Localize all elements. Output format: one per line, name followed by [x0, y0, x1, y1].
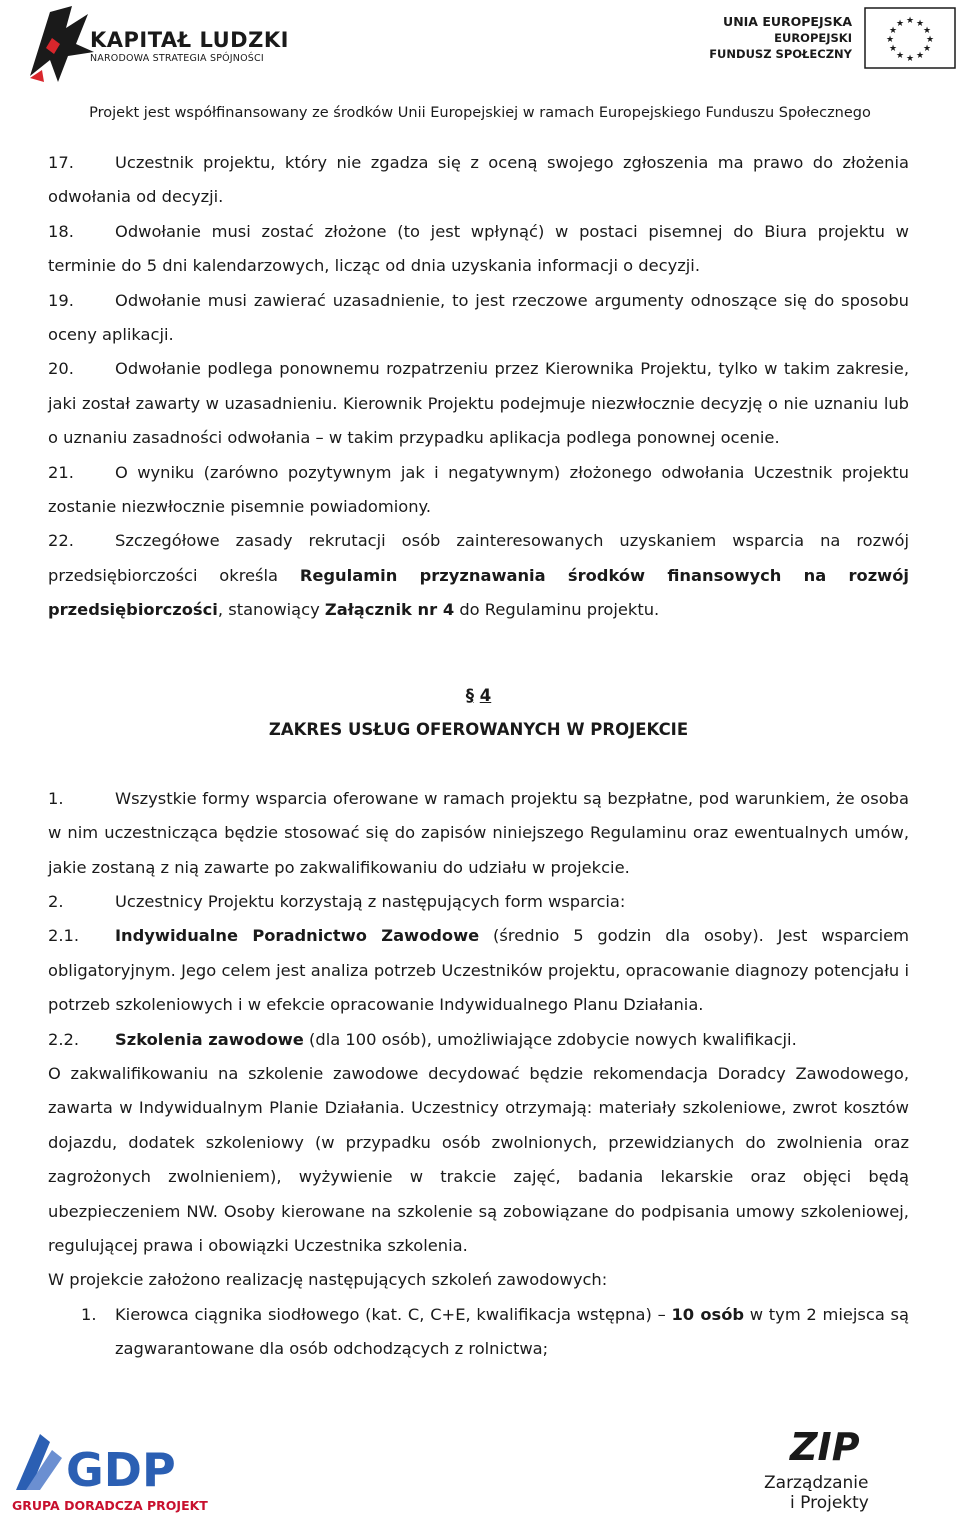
section-paragraph-2-2: [48, 1023, 909, 1057]
svg-text:★: ★: [885, 35, 895, 45]
gdp-logo: [10, 1424, 220, 1514]
regulation-reference: Regulamin przyznawania środków finansowych na rozwój przedsiębiorczości: [48, 565, 909, 620]
training-list-item: [48, 1298, 909, 1367]
paragraph-number: 21.: [48, 462, 74, 482]
section-paragraph-2: [48, 885, 909, 919]
paragraph-number: 20.: [48, 359, 74, 379]
svg-text:★: ★: [888, 26, 898, 36]
section-sign: §: [465, 685, 474, 705]
paragraph-text: Szczegółowe zasady rekrutacji osób zainteresowanych uzyskaniem wsparcia na rozwój przedsiębiorczości określa: [48, 531, 909, 585]
section-paragraph-2-1: [48, 919, 909, 1022]
paragraph-number: 1.: [48, 788, 64, 808]
qualification-paragraph: O zakwalifikowaniu na szkolenie zawodowe decydować będzie rekomendacja Doradcy Zawodowego, zawarta w Indywidualnym Planie Działania. Uczestnicy otrzymają: materiały szkoleniowe, zwrot kosztów dojazdu, dodatek szkoleniowy (w przypadku osób zwolnionych, przewidzianych do zwolnienia oraz zagrożonych zwolnieniem), wyżywienie w trakcie zajęć, badania lekarskie oraz objęci będą ubezpieczeniem NW. Osoby kierowane na szkolenie są zobowiązane do podpisania umowy szkoleniowej, regulującej prawa i obowiązki Uczestnika szkolenia.: [48, 1063, 909, 1255]
zip-logo: [760, 1424, 920, 1514]
paragraph-19: [48, 284, 909, 353]
section-digit: 4: [479, 685, 492, 705]
gdp-logo-name: GDP: [66, 1443, 176, 1497]
eu-flag-icon: [864, 7, 956, 69]
paragraph-21: [48, 456, 909, 525]
paragraph-number: 2.1.: [48, 926, 80, 946]
paragraph-number: 17.: [48, 153, 74, 172]
svg-text:★: ★: [922, 44, 932, 54]
support-form-title: Szkolenia zawodowe: [115, 1029, 304, 1049]
kapital-ludzki-subtitle: NARODOWA STRATEGIA SPÓJNOŚCI: [90, 53, 264, 64]
paragraph-number: 2.2.: [48, 1029, 80, 1049]
attachment-reference: Załącznik nr 4: [324, 600, 455, 620]
paragraph-text: Odwołanie musi zostać złożone (to jest wpłynąć) w postaci pisemnej do Biura projektu w terminie do 5 dni kalendarzowych, licząc od dnia uzyskania informacji o decyzji.: [48, 221, 909, 276]
paragraph-number: 2.: [48, 891, 64, 911]
list-item-text: Kierowca ciągnika siodłowego (kat. C, C+E, kwalifikacja wstępna) –: [115, 1304, 672, 1324]
eu-line-3: FUNDUSZ SPOŁECZNY: [709, 47, 852, 61]
svg-text:★: ★: [915, 51, 925, 61]
list-item-number: 1.: [81, 1304, 97, 1324]
svg-text:★: ★: [922, 26, 932, 36]
list-item-count: 10 osób: [671, 1304, 745, 1324]
paragraph-number: 19.: [48, 290, 74, 310]
document-body: [48, 146, 909, 1367]
paragraph-text: (dla 100 osób), umożliwiające zdobycie nowych kwalifikacji.: [303, 1029, 797, 1049]
paragraph-text: do Regulaminu projektu.: [454, 600, 660, 620]
section-paragraph-1: [48, 782, 909, 885]
section-number: [48, 679, 909, 713]
kapital-ludzki-title: KAPITAŁ LUDZKI: [90, 28, 289, 52]
paragraph-22: [48, 524, 909, 627]
training-intro: W projekcie założono realizację następujących szkoleń zawodowych:: [48, 1270, 608, 1290]
gdp-logo-subtitle: GRUPA DORADCZA PROJEKT: [12, 1498, 208, 1513]
svg-text:★: ★: [905, 54, 915, 64]
paragraph-text: , stanowiący: [217, 600, 325, 620]
zip-logo-line-2: i Projekty: [790, 1493, 869, 1513]
paragraph-text: Wszystkie formy wsparcia oferowane w ramach projektu są bezpłatne, pod warunkiem, że osoba w nim uczestnicząca będzie stosować się do zapisów niniejszego Regulaminu oraz ewentualnych umów, jakie zostaną z nią zawarte po zakwalifikowaniu do udziału w projekcie.: [48, 788, 909, 877]
list-item-text: w tym 2 miejsca są zagwarantowane dla osób odchodzących z rolnictwa;: [115, 1304, 909, 1359]
svg-text:★: ★: [888, 44, 898, 54]
paragraph-17: [48, 146, 909, 215]
paragraph-text: Odwołanie podlega ponownemu rozpatrzeniu przez Kierownika Projektu, tylko w takim zakresie, jaki został zawarty w uzasadnieniu. Kierownik Projektu podejmuje niezwłocznie decyzję o nie uznaniu lub o uznaniu zasadności odwołania – w takim przypadku aplikacja podlega ponownej ocenie.: [48, 359, 909, 448]
paragraph-number: 22.: [48, 531, 74, 551]
paragraph-text: Odwołanie musi zawierać uzasadnienie, to jest rzeczowe argumenty odnoszące się do sposobu oceny aplikacji.: [48, 290, 909, 345]
svg-text:★: ★: [925, 35, 935, 45]
paragraph-18: [48, 215, 909, 284]
paragraph-text: Uczestnicy Projektu korzystają z następujących form wsparcia:: [115, 891, 626, 911]
eu-line-2: EUROPEJSKI: [774, 31, 852, 45]
paragraph-text: Uczestnik projektu, który nie zgadza się z oceną swojego zgłoszenia ma prawo do złożenia odwołania od decyzji.: [48, 153, 909, 207]
zip-logo-line-1: Zarządzanie: [764, 1473, 869, 1493]
svg-text:★: ★: [895, 51, 905, 61]
section-title: ZAKRES USŁUG OFEROWANYCH W PROJEKCIE: [268, 719, 689, 739]
svg-text:★: ★: [895, 19, 905, 29]
svg-text:★: ★: [915, 19, 925, 29]
eu-logo-text: [709, 14, 852, 62]
page-footer: [0, 1420, 960, 1515]
page-header: [0, 0, 960, 130]
paragraph-number: 18.: [48, 221, 74, 241]
support-form-title: Indywidualne Poradnictwo Zawodowe: [115, 926, 480, 946]
cofinancing-note: Projekt jest współfinansowany ze środków Unii Europejskiej w ramach Europejskiego Funduszu Społecznego: [89, 105, 871, 121]
paragraph-20: [48, 352, 909, 455]
paragraph-text: (średnio 5 godzin dla osoby). Jest wsparciem obligatoryjnym. Jego celem jest analiza potrzeb Uczestników projektu, opracowanie diagnozy potencjału i potrzeb szkoleniowych i w efekcie opracowanie Indywidualnego Planu Działania.: [48, 926, 909, 1015]
zip-logo-name: ZIP: [790, 1425, 860, 1469]
eu-line-1: UNIA EUROPEJSKA: [723, 14, 852, 29]
paragraph-text: O wyniku (zarówno pozytywnym jak i negatywnym) złożonego odwołania Uczestnik projektu zostanie niezwłocznie pisemnie powiadomiony.: [48, 462, 909, 517]
svg-text:★: ★: [905, 16, 915, 26]
